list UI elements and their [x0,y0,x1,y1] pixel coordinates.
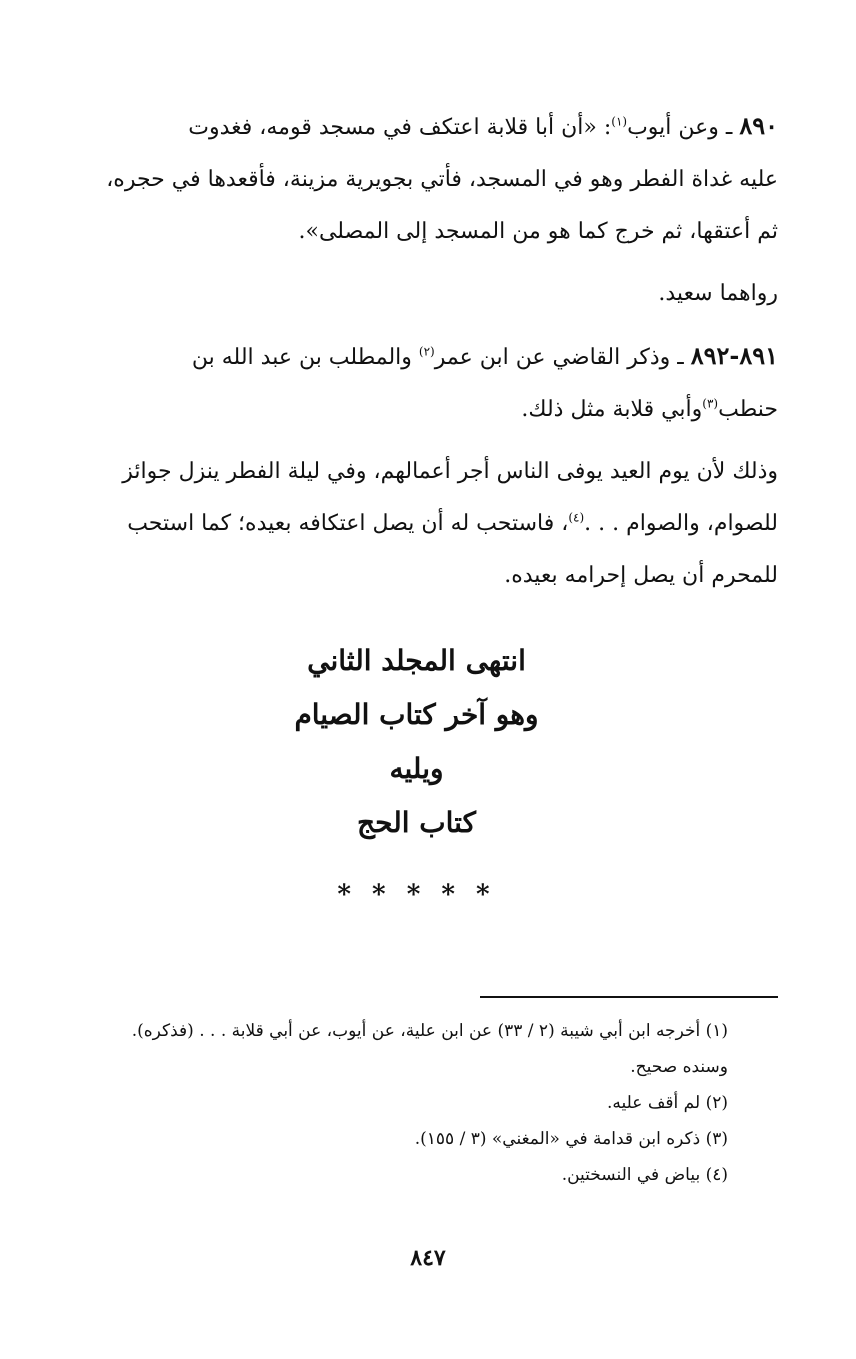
hadith-text: وذكر القاضي عن ابن عمر [434,345,671,370]
hadith-text: وأبي قلابة مثل ذلك. [521,397,703,422]
commentary-line-2 [55,498,778,550]
commentary-line-3: للمحرم أن يصل إحرامه بعيده. [504,563,778,588]
hadith-891-892-line-1 [55,330,778,384]
hadith-891-892-line-2 [55,384,778,436]
hadith-dash: ـ [670,345,691,370]
hadith-intro: وعن أيوب [627,115,719,140]
footnote-1-continued: وسنده صحيح. [630,1057,728,1077]
footnote-3: (٣) ذكره ابن قدامة في «المغني» (٣ / ١٥٥). [414,1129,728,1149]
footnotes [55,1013,728,1193]
footnote-separator [480,996,778,998]
hadith-dash: ـ [718,115,740,140]
commentary-text: للصوام، والصوام . . . [584,511,778,536]
hadith-number: ٨٩٠ [739,111,778,140]
hadith-text: حنطب [718,397,778,422]
volume-end-line-2: وهو آخر كتاب الصيام [294,698,539,731]
narration-note-text: رواهما سعيد. [658,281,778,306]
hadith-text: : «أن أبا قلابة اعتكف في مسجد قومه، فغدوت [188,115,612,140]
footnote-ref-3[interactable]: (٣) [702,396,719,411]
commentary-text: ، فاستحب له أن يصل اعتكافه بعيده؛ كما استحب [127,511,569,536]
page-number: ٨٤٧ [410,1245,446,1271]
volume-end-heading [55,634,778,850]
volume-end-line-4: كتاب الحج [357,806,476,839]
footnote-1: (١) أخرجه ابن أبي شيبة (٢ / ٣٣) عن ابن علية، عن أيوب، عن أبي قلابة . . . (فذكره). [131,1021,728,1041]
section-divider-stars: * * * * * [337,880,496,910]
volume-end-line-1: انتهى المجلد الثاني [307,644,526,677]
hadith-891-892 [55,330,778,436]
narration-note [55,268,778,320]
hadith-890-line-1 [55,100,778,154]
hadith-number: ٨٩١-٨٩٢ [690,341,778,370]
footnote-2: (٢) لم أقف عليه. [607,1093,728,1113]
hadith-890 [55,100,778,258]
hadith-890-line-2: عليه غداة الفطر وهو في المسجد، فأتي بجويرية مزينة، فأقعدها في حجره، [106,167,778,192]
hadith-890-line-3: ثم أعتقها، ثم خرج كما هو من المسجد إلى المصلى». [298,219,778,244]
volume-end-line-3: ويليه [389,752,444,785]
footnote-ref-4[interactable]: (٤) [568,510,585,525]
commentary-line-1: وذلك لأن يوم العيد يوفى الناس أجر أعمالهم، وفي ليلة الفطر ينزل جوائز [122,459,778,484]
footnote-ref-1[interactable]: (١) [611,114,628,129]
hadith-text: والمطلب بن عبد الله بن [191,345,419,370]
footnote-4: (٤) بياض في النسختين. [561,1165,728,1185]
footnote-ref-2[interactable]: (٢) [418,344,435,359]
commentary [55,446,778,602]
